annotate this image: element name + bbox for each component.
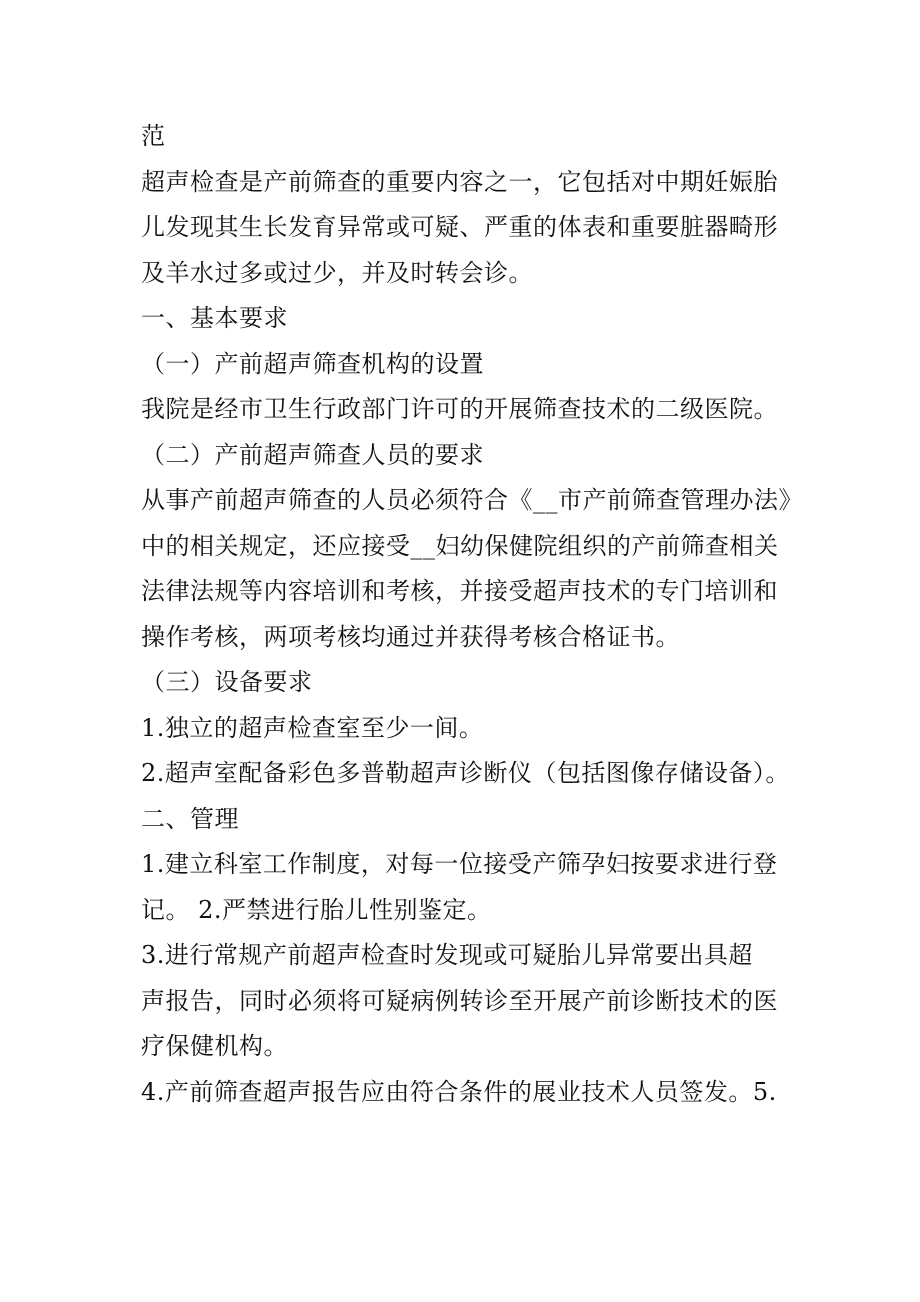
text-line: 疗保健机构。 bbox=[141, 1032, 288, 1060]
section-heading: 一、基本要求 bbox=[141, 304, 288, 332]
text-line: 从事产前超声筛查的人员必须符合《__市产前筛查管理办法》 bbox=[141, 486, 803, 514]
text-line: 操作考核，两项考核均通过并获得考核合格证书。 bbox=[141, 622, 680, 651]
section-heading: 二、管理 bbox=[141, 804, 239, 833]
text-line: 儿发现其生长发育异常或可疑、严重的体表和重要脏器畸形 bbox=[141, 213, 778, 241]
text-line: 我院是经市卫生行政部门许可的开展筛查技术的二级医院。 bbox=[141, 395, 778, 423]
subsection-heading: （一）产前超声筛查机构的设置 bbox=[141, 349, 484, 378]
subsection-heading: （二）产前超声筛查人员的要求 bbox=[141, 440, 484, 469]
subsection-heading: （三）设备要求 bbox=[141, 668, 313, 696]
text-line: 法律法规等内容培训和考核，并接受超声技术的专门培训和 bbox=[141, 577, 778, 605]
document-body bbox=[141, 114, 801, 1115]
text-line: 记。 2.严禁进行胎儿性别鉴定。 bbox=[141, 895, 492, 924]
text-line: 4.产前筛查超声报告应由符合条件的展业技术人员签发。5. bbox=[141, 1077, 777, 1106]
text-line: 3.进行常规产前超声检查时发现或可疑胎儿异常要出具超 bbox=[141, 941, 753, 969]
text-line: 声报告，同时必须将可疑病例转诊至开展产前诊断技术的医 bbox=[141, 986, 778, 1015]
text-line: 超声检查是产前筛查的重要内容之一，它包括对中期妊娠胎 bbox=[141, 167, 778, 196]
text-line: 中的相关规定，还应接受__妇幼保健院组织的产前筛查相关 bbox=[141, 531, 779, 560]
text-line: 1.独立的超声检查室至少一间。 bbox=[141, 713, 484, 742]
text-line: 范 bbox=[141, 122, 166, 150]
text-line: 及羊水过多或过少，并及时转会诊。 bbox=[141, 258, 533, 287]
text-line: 2.超声室配备彩色多普勒超声诊断仪（包括图像存储设备）。 bbox=[141, 759, 790, 787]
text-line: 1.建立科室工作制度，对每一位接受产筛孕妇按要求进行登 bbox=[141, 850, 778, 878]
